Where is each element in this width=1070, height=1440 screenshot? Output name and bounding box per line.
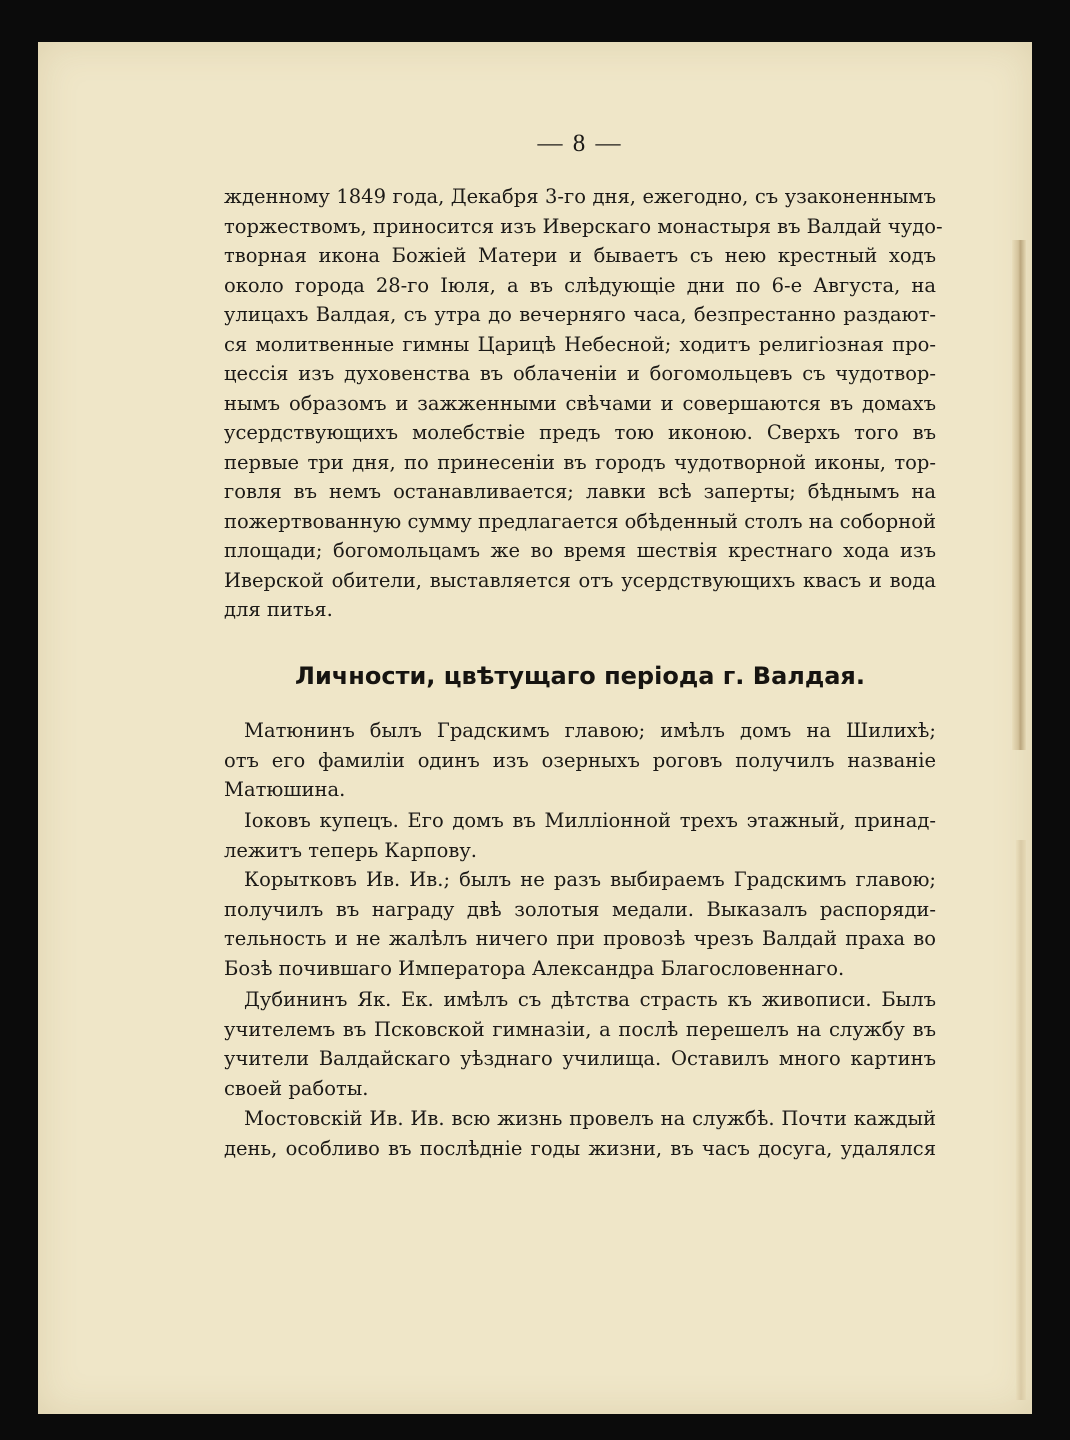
paragraph-dubinin — [224, 985, 936, 1103]
text-line: ся молитвенные гимны Царицѣ Небесной; ходитъ религіозная про- — [224, 332, 936, 356]
text-line: лежитъ теперь Карпову. — [224, 838, 478, 862]
text-line: улицахъ Валдая, съ утра до вечерняго часа, безпрестанно раздают- — [224, 303, 936, 326]
text-line: жденному 1849 года, Декабря 3-го дня, ежегодно, съ узаконеннымъ — [224, 185, 936, 208]
text-line: Корытковъ Ив. Ив.; былъ не разъ выбираемъ Градскимъ главою; — [244, 868, 936, 891]
page-binding-edge — [1012, 240, 1026, 750]
text-line: Іоковъ купецъ. Его домъ въ Милліонной трехъ этажный, принад- — [244, 809, 936, 832]
text-line: говля въ немъ останавливается; лавки всѣ заперты; бѣднымъ на — [224, 480, 936, 503]
paragraph-iokov — [224, 806, 936, 865]
paragraph-mostovsky — [224, 1104, 936, 1163]
text-line: Дубининъ Як. Ек. имѣлъ съ дѣтства страсть къ живописи. Былъ — [244, 988, 936, 1011]
text-line: усердствующихъ молебствіе предъ тою иконою. Сверхъ того въ — [224, 421, 936, 444]
paragraph-matyunin — [224, 716, 936, 805]
text-line: нымъ образомъ и зажженными свѣчами и совершаются въ домахъ — [224, 391, 936, 415]
text-line: учители Валдайскаго уѣзднаго училища. Оставилъ много картинъ — [224, 1047, 936, 1070]
section-heading: Личности, цвѣтущаго періода г. Валдая. — [295, 662, 865, 690]
text-line: творная икона Божіей Матери и бываетъ съ нею крестный ходъ — [224, 244, 936, 267]
text-line: тельность и не жалѣлъ ничего при провозѣ чрезъ Валдай праха во — [224, 927, 936, 950]
text-line: площади; богомольцамъ же во время шествія крестнаго хода изъ — [224, 539, 936, 562]
paragraph-korytkov — [224, 865, 936, 983]
page-binding-edge-lower — [1016, 840, 1026, 1400]
text-line: пожертвованную сумму предлагается обѣденный столъ на соборной — [224, 509, 936, 533]
text-line: торжествомъ, приносится изъ Иверскаго монастыря въ Валдай чудо- — [224, 214, 943, 238]
text-line: Иверской обители, выставляется отъ усердствующихъ квасъ и вода — [224, 568, 936, 592]
paragraph-procession — [224, 182, 943, 625]
text-line: получилъ въ награду двѣ золотыя медали. Выказалъ распоряди- — [224, 897, 936, 921]
text-line: своей работы. — [224, 1076, 369, 1100]
page-number: — 8 — — [537, 130, 623, 157]
text-line: первые три дня, по принесеніи въ городъ чудотворной иконы, тор- — [224, 450, 936, 474]
text-line: Матюшина. — [224, 778, 346, 801]
text-line: Мостовскій Ив. Ив. всю жизнь провелъ на службѣ. Почти каждый — [244, 1107, 936, 1130]
text-line: для питья. — [224, 598, 333, 621]
text-line: отъ его фамиліи одинъ изъ озерныхъ роговъ получилъ названіе — [224, 748, 936, 772]
text-line: Матюнинъ былъ Градскимъ главою; имѣлъ домъ на Шилихѣ; — [244, 719, 936, 742]
text-line: Бозѣ почившаго Императора Александра Благословеннаго. — [224, 956, 845, 980]
text-line: учителемъ въ Псковской гимназіи, а послѣ перешелъ на службу въ — [224, 1017, 936, 1041]
text-line: цессія изъ духовенства въ облаченіи и богомольцевъ съ чудотвор- — [224, 362, 936, 385]
text-line: около города 28-го Іюля, а въ слѣдующіе дни по 6-е Августа, на — [224, 273, 936, 297]
text-line: день, особливо въ послѣдніе годы жизни, въ часъ досуга, удалялся — [224, 1136, 936, 1160]
